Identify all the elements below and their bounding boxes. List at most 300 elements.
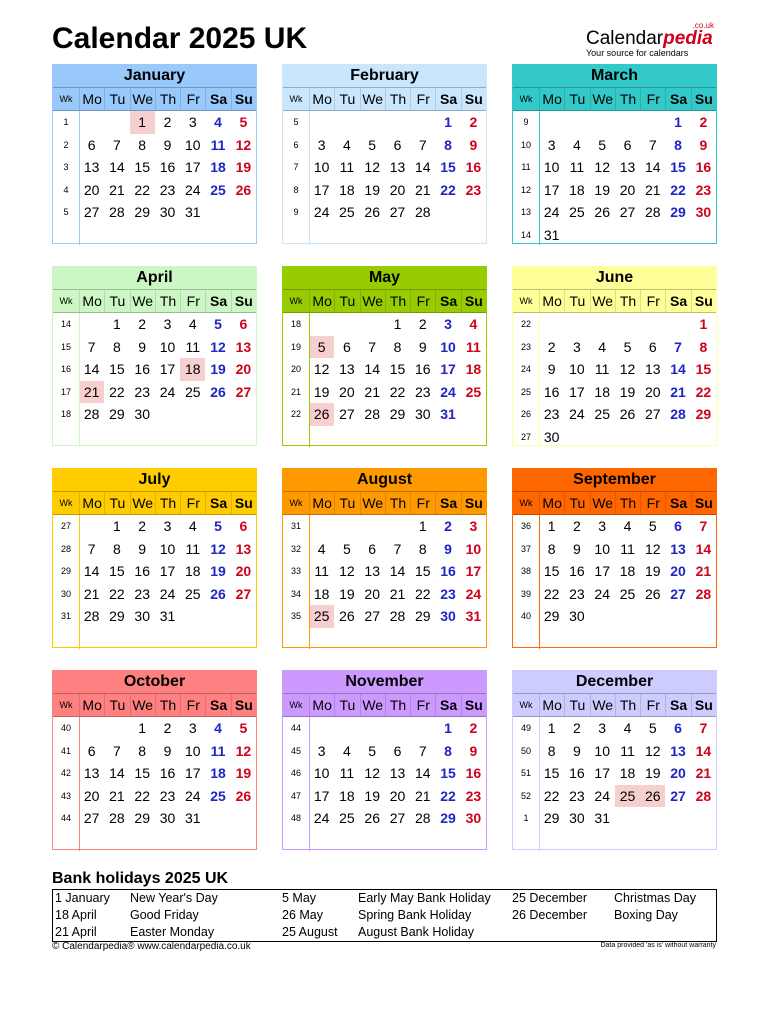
day-cell[interactable]: 14: [414, 765, 431, 781]
day-cell[interactable]: 15: [440, 159, 456, 175]
day-cell[interactable]: 1: [699, 316, 708, 332]
day-cell[interactable]: 8: [699, 338, 708, 355]
day-cell[interactable]: 18: [465, 361, 482, 377]
day-cell[interactable]: 5: [598, 136, 607, 153]
day-cell[interactable]: 6: [239, 518, 248, 534]
day-cell[interactable]: 29: [109, 608, 125, 624]
day-cell[interactable]: 11: [210, 742, 226, 759]
day-cell[interactable]: 27: [235, 585, 252, 602]
day-cell[interactable]: 9: [138, 338, 147, 355]
day-cell[interactable]: 26: [364, 810, 380, 826]
day-cell[interactable]: 23: [465, 181, 482, 198]
day-cell[interactable]: 30: [134, 406, 150, 422]
day-cell[interactable]: 24: [569, 406, 585, 422]
day-cell[interactable]: 13: [670, 742, 686, 759]
day-cell[interactable]: 24: [543, 204, 560, 220]
day-cell[interactable]: 17: [543, 181, 560, 198]
day-cell[interactable]: 21: [364, 383, 380, 400]
day-cell[interactable]: 16: [440, 563, 456, 579]
day-cell[interactable]: 24: [313, 204, 330, 220]
day-cell[interactable]: 26: [640, 785, 665, 808]
day-cell[interactable]: 12: [339, 563, 355, 579]
day-cell[interactable]: 7: [418, 742, 427, 759]
day-cell[interactable]: 30: [569, 810, 585, 826]
day-cell[interactable]: 22: [543, 585, 560, 602]
day-cell[interactable]: 20: [364, 585, 380, 602]
day-cell[interactable]: 16: [159, 159, 176, 175]
day-cell[interactable]: 18: [184, 563, 201, 579]
day-cell[interactable]: 22: [389, 383, 406, 400]
footer-copyright[interactable]: © Calendarpedia® www.calendarpedia.co.uk: [52, 941, 251, 952]
day-cell[interactable]: 29: [109, 406, 125, 422]
day-cell[interactable]: 12: [364, 765, 380, 781]
day-cell[interactable]: 12: [235, 136, 252, 153]
day-cell[interactable]: 18: [594, 383, 610, 400]
day-cell[interactable]: 8: [547, 742, 556, 759]
day-cell[interactable]: 11: [314, 563, 329, 579]
day-cell[interactable]: 30: [414, 406, 431, 422]
day-cell[interactable]: 17: [313, 787, 330, 804]
day-cell[interactable]: 18: [569, 181, 585, 198]
day-cell[interactable]: 4: [317, 540, 326, 557]
day-cell[interactable]: 14: [109, 159, 125, 175]
day-cell[interactable]: 16: [569, 765, 585, 781]
day-cell[interactable]: 23: [159, 181, 176, 198]
day-cell[interactable]: 1: [444, 114, 452, 130]
day-cell[interactable]: 24: [594, 787, 610, 804]
day-cell[interactable]: 31: [184, 204, 201, 220]
day-cell[interactable]: 6: [368, 540, 377, 557]
day-cell[interactable]: 23: [569, 787, 585, 804]
day-cell[interactable]: 17: [594, 765, 610, 781]
day-cell[interactable]: 27: [364, 608, 380, 624]
day-cell[interactable]: 23: [134, 585, 150, 602]
day-cell[interactable]: 24: [313, 810, 330, 826]
day-cell[interactable]: 1: [547, 720, 556, 736]
day-cell[interactable]: 20: [235, 361, 252, 377]
day-cell[interactable]: 1: [113, 518, 121, 534]
day-cell[interactable]: 13: [364, 563, 380, 579]
day-cell[interactable]: 19: [364, 181, 380, 198]
day-cell[interactable]: 20: [389, 787, 406, 804]
day-cell[interactable]: 10: [184, 136, 201, 153]
day-cell[interactable]: 30: [543, 428, 560, 445]
day-cell[interactable]: 29: [440, 810, 456, 826]
day-cell[interactable]: 26: [210, 383, 226, 400]
day-cell[interactable]: 29: [543, 810, 560, 826]
day-cell[interactable]: 20: [83, 787, 100, 804]
day-cell[interactable]: 5: [648, 518, 657, 534]
day-cell[interactable]: 6: [87, 136, 96, 153]
day-cell[interactable]: 25: [619, 585, 636, 602]
day-cell[interactable]: 16: [414, 361, 431, 377]
day-cell[interactable]: 2: [444, 518, 452, 534]
day-cell[interactable]: 27: [83, 204, 100, 220]
day-cell[interactable]: 5: [239, 720, 248, 736]
day-cell[interactable]: 12: [364, 159, 380, 175]
day-cell[interactable]: 31: [440, 406, 456, 422]
day-cell[interactable]: 28: [695, 585, 712, 602]
day-cell[interactable]: 5: [239, 114, 248, 130]
day-cell[interactable]: 26: [619, 406, 636, 422]
day-cell[interactable]: 13: [83, 159, 100, 175]
day-cell[interactable]: 19: [210, 361, 226, 377]
day-cell[interactable]: 21: [644, 181, 661, 198]
day-cell[interactable]: 26: [235, 181, 252, 198]
day-cell[interactable]: 6: [674, 518, 682, 534]
day-cell[interactable]: 15: [440, 765, 456, 781]
day-cell[interactable]: 8: [674, 136, 682, 153]
day-cell[interactable]: 11: [594, 361, 610, 377]
day-cell[interactable]: 14: [109, 765, 125, 781]
day-cell[interactable]: 21: [695, 765, 712, 781]
day-cell[interactable]: 16: [569, 563, 585, 579]
day-cell[interactable]: 21: [389, 585, 406, 602]
day-cell[interactable]: 15: [543, 765, 560, 781]
day-cell[interactable]: 5: [368, 136, 377, 153]
day-cell[interactable]: 23: [465, 787, 482, 804]
day-cell[interactable]: 13: [339, 361, 355, 377]
day-cell[interactable]: 22: [440, 787, 456, 804]
day-cell[interactable]: 22: [134, 181, 150, 198]
day-cell[interactable]: 6: [623, 136, 632, 153]
day-cell[interactable]: 15: [543, 563, 560, 579]
day-cell[interactable]: 10: [569, 361, 585, 377]
day-cell[interactable]: 21: [414, 787, 431, 804]
day-cell[interactable]: 4: [598, 338, 607, 355]
day-cell[interactable]: 25: [309, 605, 334, 628]
day-cell[interactable]: 19: [339, 585, 355, 602]
day-cell[interactable]: 6: [343, 338, 351, 355]
day-cell[interactable]: 2: [418, 316, 427, 332]
day-cell[interactable]: 18: [180, 358, 205, 381]
day-cell[interactable]: 7: [648, 136, 657, 153]
day-cell[interactable]: 11: [339, 159, 355, 175]
day-cell[interactable]: 9: [418, 338, 427, 355]
day-cell[interactable]: 31: [159, 608, 176, 624]
day-cell[interactable]: 25: [184, 383, 201, 400]
day-cell[interactable]: 9: [163, 136, 172, 153]
day-cell[interactable]: 11: [620, 540, 635, 557]
day-cell[interactable]: 4: [469, 316, 478, 332]
day-cell[interactable]: 28: [389, 608, 406, 624]
day-cell[interactable]: 8: [418, 540, 427, 557]
day-cell[interactable]: 10: [465, 540, 482, 557]
day-cell[interactable]: 15: [134, 765, 150, 781]
day-cell[interactable]: 28: [83, 406, 100, 422]
day-cell[interactable]: 7: [113, 136, 121, 153]
day-cell[interactable]: 19: [594, 181, 610, 198]
day-cell[interactable]: 25: [210, 787, 226, 804]
day-cell[interactable]: 29: [670, 204, 686, 220]
day-cell[interactable]: 27: [339, 406, 355, 422]
day-cell[interactable]: 6: [87, 742, 96, 759]
day-cell[interactable]: 2: [138, 316, 147, 332]
day-cell[interactable]: 25: [339, 810, 355, 826]
day-cell[interactable]: 14: [389, 563, 406, 579]
day-cell[interactable]: 20: [235, 563, 252, 579]
day-cell[interactable]: 10: [543, 159, 560, 175]
day-cell[interactable]: 26: [594, 204, 610, 220]
day-cell[interactable]: 20: [670, 765, 686, 781]
day-cell[interactable]: 4: [188, 518, 197, 534]
day-cell[interactable]: 21: [414, 181, 431, 198]
day-cell[interactable]: 24: [184, 787, 201, 804]
day-cell[interactable]: 14: [414, 159, 431, 175]
day-cell[interactable]: 9: [469, 742, 478, 759]
day-cell[interactable]: 3: [163, 316, 172, 332]
day-cell[interactable]: 24: [159, 383, 176, 400]
day-cell[interactable]: 7: [368, 338, 377, 355]
day-cell[interactable]: 27: [83, 810, 100, 826]
day-cell[interactable]: 11: [339, 765, 355, 781]
day-cell[interactable]: 1: [547, 518, 556, 534]
day-cell[interactable]: 2: [163, 720, 172, 736]
day-cell[interactable]: 22: [695, 383, 712, 400]
day-cell[interactable]: 28: [695, 787, 712, 804]
day-cell[interactable]: 6: [239, 316, 248, 332]
day-cell[interactable]: 8: [547, 540, 556, 557]
day-cell[interactable]: 13: [619, 159, 636, 175]
day-cell[interactable]: 30: [159, 810, 176, 826]
day-cell[interactable]: 2: [163, 114, 172, 130]
day-cell[interactable]: 10: [440, 338, 456, 355]
day-cell[interactable]: 16: [159, 765, 176, 781]
day-cell[interactable]: 25: [465, 383, 482, 400]
day-cell[interactable]: 18: [210, 159, 226, 175]
day-cell[interactable]: 19: [210, 563, 226, 579]
day-cell[interactable]: 2: [469, 114, 478, 130]
day-cell[interactable]: 13: [83, 765, 100, 781]
day-cell[interactable]: 18: [619, 765, 636, 781]
day-cell[interactable]: 19: [235, 159, 252, 175]
day-cell[interactable]: 28: [109, 204, 125, 220]
day-cell[interactable]: 23: [134, 383, 150, 400]
day-cell[interactable]: 25: [615, 785, 640, 808]
day-cell[interactable]: 20: [670, 563, 686, 579]
day-cell[interactable]: 17: [465, 563, 482, 579]
day-cell[interactable]: 13: [235, 338, 252, 355]
day-cell[interactable]: 1: [113, 316, 121, 332]
day-cell[interactable]: 9: [573, 540, 581, 557]
day-cell[interactable]: 9: [469, 136, 478, 153]
day-cell[interactable]: 23: [569, 585, 585, 602]
day-cell[interactable]: 29: [134, 810, 150, 826]
day-cell[interactable]: 13: [644, 361, 661, 377]
day-cell[interactable]: 12: [619, 361, 636, 377]
day-cell[interactable]: 17: [594, 563, 610, 579]
day-cell[interactable]: 12: [210, 338, 226, 355]
day-cell[interactable]: 3: [598, 518, 607, 534]
day-cell[interactable]: 15: [109, 563, 125, 579]
day-cell[interactable]: 14: [83, 563, 100, 579]
day-cell[interactable]: 25: [594, 406, 610, 422]
day-cell[interactable]: 16: [465, 765, 482, 781]
day-cell[interactable]: 9: [138, 540, 147, 557]
day-cell[interactable]: 31: [594, 810, 610, 826]
day-cell[interactable]: 24: [594, 585, 610, 602]
day-cell[interactable]: 19: [364, 787, 380, 804]
day-cell[interactable]: 12: [313, 361, 330, 377]
day-cell[interactable]: 17: [569, 383, 585, 400]
day-cell[interactable]: 27: [389, 204, 406, 220]
day-cell[interactable]: 22: [109, 383, 125, 400]
day-cell[interactable]: 7: [393, 540, 402, 557]
day-cell[interactable]: 8: [444, 742, 452, 759]
day-cell[interactable]: 3: [598, 720, 607, 736]
day-cell[interactable]: 18: [619, 563, 636, 579]
day-cell[interactable]: 30: [134, 608, 150, 624]
day-cell[interactable]: 20: [644, 383, 661, 400]
day-cell[interactable]: 21: [79, 381, 104, 404]
day-cell[interactable]: 3: [188, 114, 197, 130]
day-cell[interactable]: 10: [159, 540, 176, 557]
day-cell[interactable]: 21: [83, 585, 100, 602]
day-cell[interactable]: 15: [414, 563, 431, 579]
day-cell[interactable]: 2: [573, 720, 581, 736]
day-cell[interactable]: 7: [418, 136, 427, 153]
day-cell[interactable]: 15: [109, 361, 125, 377]
day-cell[interactable]: 5: [343, 540, 351, 557]
day-cell[interactable]: 2: [699, 114, 708, 130]
day-cell[interactable]: 6: [674, 720, 682, 736]
day-cell[interactable]: 4: [623, 518, 632, 534]
day-cell[interactable]: 18: [339, 181, 355, 198]
day-cell[interactable]: 4: [343, 742, 351, 759]
day-cell[interactable]: 2: [138, 518, 147, 534]
day-cell[interactable]: 22: [414, 585, 431, 602]
day-cell[interactable]: 22: [440, 181, 456, 198]
day-cell[interactable]: 26: [339, 608, 355, 624]
day-cell[interactable]: 4: [188, 316, 197, 332]
day-cell[interactable]: 20: [619, 181, 636, 198]
day-cell[interactable]: 8: [138, 742, 147, 759]
day-cell[interactable]: 1: [138, 720, 147, 736]
day-cell[interactable]: 19: [619, 383, 636, 400]
day-cell[interactable]: 20: [339, 383, 355, 400]
day-cell[interactable]: 9: [444, 540, 452, 557]
day-cell[interactable]: 22: [109, 585, 125, 602]
day-cell[interactable]: 12: [210, 540, 226, 557]
day-cell[interactable]: 15: [670, 159, 686, 175]
day-cell[interactable]: 30: [159, 204, 176, 220]
day-cell[interactable]: 16: [134, 563, 150, 579]
day-cell[interactable]: 20: [83, 181, 100, 198]
day-cell[interactable]: 29: [389, 406, 406, 422]
day-cell[interactable]: 11: [620, 742, 635, 759]
day-cell[interactable]: 3: [444, 316, 452, 332]
day-cell[interactable]: 29: [134, 204, 150, 220]
day-cell[interactable]: 9: [547, 361, 556, 377]
day-cell[interactable]: 27: [235, 383, 252, 400]
day-cell[interactable]: 17: [159, 361, 176, 377]
day-cell[interactable]: 25: [210, 181, 226, 198]
day-cell[interactable]: 15: [695, 361, 712, 377]
day-cell[interactable]: 24: [159, 585, 176, 602]
day-cell[interactable]: 23: [695, 181, 712, 198]
day-cell[interactable]: 10: [313, 159, 330, 175]
day-cell[interactable]: 11: [185, 338, 201, 355]
day-cell[interactable]: 28: [83, 608, 100, 624]
day-cell[interactable]: 4: [214, 720, 222, 736]
day-cell[interactable]: 21: [109, 787, 125, 804]
day-cell[interactable]: 4: [573, 136, 581, 153]
day-cell[interactable]: 31: [543, 226, 560, 243]
day-cell[interactable]: 9: [573, 742, 581, 759]
day-cell[interactable]: 19: [313, 383, 330, 400]
day-cell[interactable]: 8: [138, 136, 147, 153]
day-cell[interactable]: 2: [469, 720, 478, 736]
day-cell[interactable]: 3: [547, 136, 556, 153]
day-cell[interactable]: 28: [414, 810, 431, 826]
day-cell[interactable]: 14: [670, 361, 686, 377]
day-cell[interactable]: 15: [389, 361, 406, 377]
day-cell[interactable]: 12: [644, 540, 661, 557]
day-cell[interactable]: 1: [418, 518, 427, 534]
day-cell[interactable]: 24: [184, 181, 201, 198]
day-cell[interactable]: 26: [364, 204, 380, 220]
day-cell[interactable]: 9: [699, 136, 708, 153]
day-cell[interactable]: 19: [644, 563, 661, 579]
day-cell[interactable]: 11: [465, 338, 481, 355]
day-cell[interactable]: 3: [317, 742, 326, 759]
day-cell[interactable]: 2: [547, 338, 556, 355]
day-cell[interactable]: 7: [699, 518, 708, 534]
day-cell[interactable]: 5: [214, 316, 222, 332]
day-cell[interactable]: 10: [594, 742, 610, 759]
day-cell[interactable]: 7: [674, 338, 682, 355]
day-cell[interactable]: 7: [113, 742, 121, 759]
day-cell[interactable]: 15: [134, 159, 150, 175]
day-cell[interactable]: 1: [674, 114, 682, 130]
day-cell[interactable]: 14: [364, 361, 380, 377]
day-cell[interactable]: 3: [469, 518, 478, 534]
day-cell[interactable]: 5: [214, 518, 222, 534]
day-cell[interactable]: 27: [644, 406, 661, 422]
day-cell[interactable]: 13: [235, 540, 252, 557]
day-cell[interactable]: 28: [670, 406, 686, 422]
day-cell[interactable]: 26: [644, 585, 661, 602]
brand-logo[interactable]: [586, 21, 716, 58]
day-cell[interactable]: 28: [109, 810, 125, 826]
day-cell[interactable]: 16: [465, 159, 482, 175]
day-cell[interactable]: 17: [184, 159, 201, 175]
day-cell[interactable]: 26: [309, 403, 334, 426]
day-cell[interactable]: 9: [163, 742, 172, 759]
day-cell[interactable]: 24: [440, 383, 456, 400]
day-cell[interactable]: 5: [368, 742, 377, 759]
day-cell[interactable]: 30: [569, 608, 585, 624]
day-cell[interactable]: 22: [543, 787, 560, 804]
day-cell[interactable]: 4: [343, 136, 351, 153]
day-cell[interactable]: 1: [393, 316, 402, 332]
day-cell[interactable]: 31: [184, 810, 201, 826]
day-cell[interactable]: 22: [134, 787, 150, 804]
day-cell[interactable]: 14: [83, 361, 100, 377]
day-cell[interactable]: 27: [670, 787, 686, 804]
day-cell[interactable]: 4: [623, 720, 632, 736]
day-cell[interactable]: 10: [313, 765, 330, 781]
day-cell[interactable]: 29: [543, 608, 560, 624]
day-cell[interactable]: 21: [670, 383, 686, 400]
day-cell[interactable]: 3: [188, 720, 197, 736]
day-cell[interactable]: 1: [444, 720, 452, 736]
day-cell[interactable]: 16: [134, 361, 150, 377]
day-cell[interactable]: 26: [235, 787, 252, 804]
day-cell[interactable]: 23: [414, 383, 431, 400]
day-cell[interactable]: 17: [159, 563, 176, 579]
day-cell[interactable]: 21: [695, 563, 712, 579]
